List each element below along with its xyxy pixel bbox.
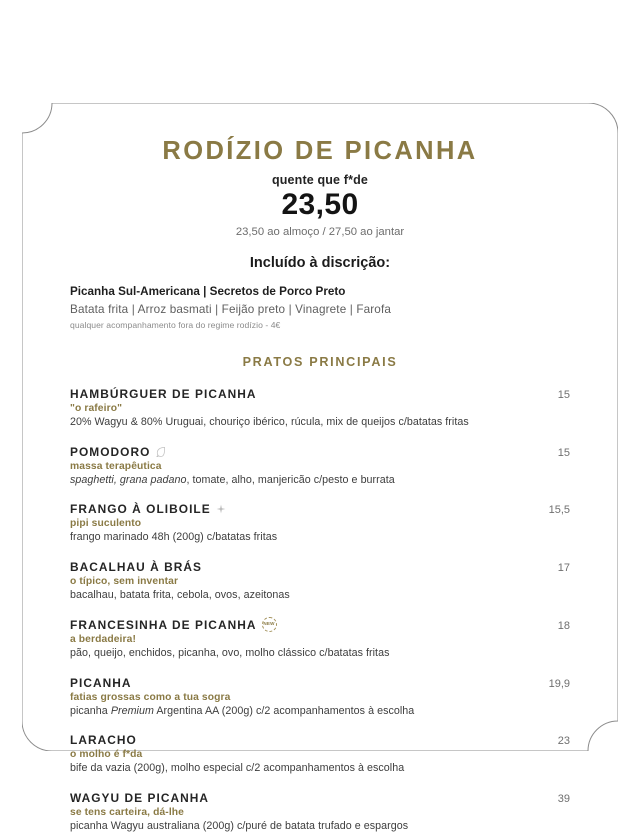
included-sides: Batata frita | Arroz basmati | Feijão preto | Vinagrete | Farofa — [70, 303, 392, 316]
dish-price: 23 — [557, 735, 570, 747]
dish-description: picanha Wagyu australiana (200g) c/puré de batata trufado e espargos — [70, 819, 409, 832]
included-fineprint: qualquer acompanhamento fora do regime rodízio - 4€ — [70, 320, 281, 330]
dish-name-wrap — [70, 676, 132, 690]
dish-slogan: o molho é f*da — [70, 749, 143, 760]
dish-price: 39 — [557, 792, 570, 805]
dish-header — [70, 617, 570, 632]
dish-price: 15 — [557, 389, 570, 401]
included-mains: Picanha Sul-Americana | Secretos de Porco Preto — [70, 285, 346, 298]
dish-name: FRANCESINHA DE PICANHA — [70, 617, 257, 632]
dish-item[interactable] — [70, 617, 570, 659]
dish-item[interactable] — [70, 445, 570, 486]
dish-name: PICANHA — [70, 675, 132, 690]
included-heading: Incluído à discrição: — [249, 255, 391, 271]
page-title: RODÍZIO DE PICANHA — [162, 137, 478, 165]
dish-description: bacalhau, batata frita, cebola, ovos, azeitonas — [70, 588, 290, 601]
dish-description: spaghetti, grana padano, tomate, alho, manjericão c/pesto e burrata — [70, 473, 395, 486]
dish-name-wrap — [70, 560, 202, 574]
menu-content — [22, 103, 618, 832]
dish-name: WAGYU DE PICANHA — [70, 790, 210, 805]
sparkle-icon — [216, 504, 226, 514]
dish-header — [70, 791, 570, 805]
dish-name-wrap — [70, 617, 277, 632]
dish-name-wrap — [70, 791, 209, 805]
dish-header — [70, 733, 570, 747]
dish-slogan: "o rafeiro" — [70, 403, 123, 414]
dish-slogan: a berdadeira! — [70, 634, 136, 645]
section-heading-mains: PRATOS PRINCIPAIS — [242, 355, 398, 369]
dish-name-wrap — [70, 733, 137, 747]
dish-name: BACALHAU À BRÁS — [70, 559, 203, 574]
price-note: 23,50 ao almoço / 27,50 ao jantar — [235, 226, 405, 238]
dish-name: LARACHO — [70, 733, 137, 747]
dish-item[interactable] — [70, 502, 570, 543]
dish-description: picanha Premium Argentina AA (200g) c/2 acompanhamentos à escolha — [70, 704, 415, 717]
dish-name: FRANGO À OLIBOILE — [70, 502, 211, 516]
dish-price: 17 — [557, 561, 570, 574]
dish-list — [70, 387, 570, 832]
dish-header — [70, 676, 570, 690]
dish-slogan: pipi suculento — [70, 518, 142, 529]
headline-price: 23,50 — [281, 188, 359, 221]
tagline: quente que f*de — [271, 173, 368, 187]
dish-price: 15,5 — [548, 504, 570, 516]
dish-item[interactable] — [70, 791, 570, 832]
dish-item[interactable] — [70, 676, 570, 717]
dish-header — [70, 445, 570, 459]
dish-name: HAMBÚRGUER DE PICANHA — [70, 387, 257, 401]
dish-slogan: massa terapêutica — [70, 460, 162, 472]
dish-slogan: fatias grossas como a tua sogra — [70, 691, 231, 703]
dish-slogan: o típico, sem inventar — [70, 575, 179, 587]
dish-header — [70, 560, 570, 574]
dish-slogan: se tens carteira, dá-lhe — [70, 806, 185, 818]
dish-description: bife da vazia (200g), molho especial c/2 acompanhamentos à escolha — [70, 762, 405, 774]
new-badge-icon: NEW — [262, 617, 277, 632]
leaf-icon — [155, 446, 166, 457]
dish-item[interactable] — [70, 560, 570, 601]
dish-price: 15 — [557, 446, 570, 459]
dish-description: frango marinado 48h (200g) c/batatas fritas — [70, 531, 278, 543]
dish-header — [70, 387, 570, 401]
dish-header — [70, 502, 570, 516]
dish-price: 18 — [557, 619, 570, 632]
dish-item[interactable] — [70, 733, 570, 774]
dish-name: POMODORO — [70, 444, 151, 459]
dish-price: 19,9 — [548, 677, 570, 690]
dish-item[interactable] — [70, 387, 570, 428]
dish-description: pão, queijo, enchidos, picanha, ovo, molho clássico c/batatas fritas — [70, 647, 390, 659]
dish-name-wrap — [70, 502, 226, 516]
dish-name-wrap — [70, 387, 257, 401]
dish-name-wrap — [70, 445, 166, 459]
dish-description: 20% Wagyu & 80% Uruguai, chouriço ibérico, rúcula, mix de queijos c/batatas fritas — [70, 416, 469, 428]
